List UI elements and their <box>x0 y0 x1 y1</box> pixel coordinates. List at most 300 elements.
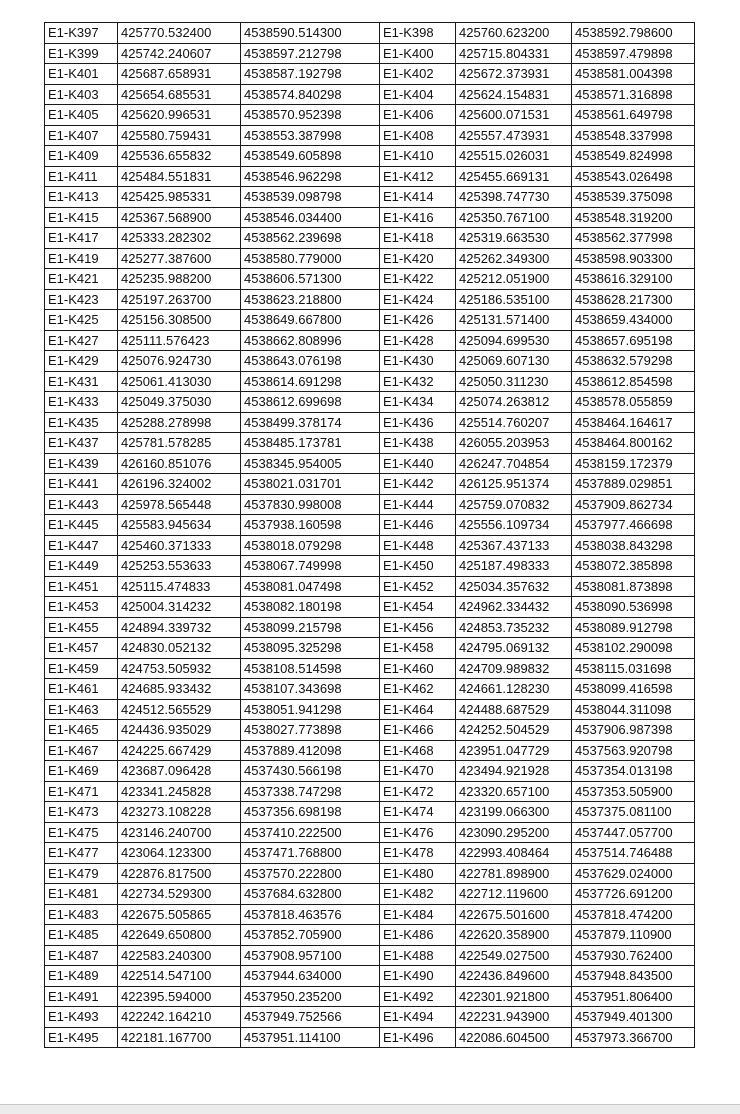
northing-cell: 4537950.235200 <box>241 986 380 1007</box>
point-id-cell: E1-K468 <box>380 740 456 761</box>
point-id-cell: E1-K437 <box>45 433 118 454</box>
northing-cell: 4538115.031698 <box>572 658 695 679</box>
table-row <box>45 863 695 884</box>
point-id-cell: E1-K433 <box>45 392 118 413</box>
point-id-cell: E1-K397 <box>45 23 118 44</box>
easting-cell: 426125.951374 <box>456 474 572 495</box>
easting-cell: 424830.052132 <box>118 638 241 659</box>
easting-cell: 425620.996531 <box>118 105 241 126</box>
point-id-cell: E1-K458 <box>380 638 456 659</box>
easting-cell: 425094.699530 <box>456 330 572 351</box>
point-id-cell: E1-K404 <box>380 84 456 105</box>
table-row <box>45 802 695 823</box>
easting-cell: 425624.154831 <box>456 84 572 105</box>
northing-cell: 4538562.377998 <box>572 228 695 249</box>
easting-cell: 425111.576423 <box>118 330 241 351</box>
point-id-cell: E1-K423 <box>45 289 118 310</box>
easting-cell: 422675.501600 <box>456 904 572 925</box>
northing-cell: 4538099.416598 <box>572 679 695 700</box>
point-id-cell: E1-K472 <box>380 781 456 802</box>
point-id-cell: E1-K490 <box>380 966 456 987</box>
point-id-cell: E1-K467 <box>45 740 118 761</box>
table-row <box>45 843 695 864</box>
coordinate-table <box>44 22 695 1048</box>
point-id-cell: E1-K439 <box>45 453 118 474</box>
northing-cell: 4537949.401300 <box>572 1007 695 1028</box>
point-id-cell: E1-K485 <box>45 925 118 946</box>
easting-cell: 422086.604500 <box>456 1027 572 1048</box>
northing-cell: 4538464.800162 <box>572 433 695 454</box>
easting-cell: 424436.935029 <box>118 720 241 741</box>
northing-cell: 4538090.536998 <box>572 597 695 618</box>
northing-cell: 4537430.566198 <box>241 761 380 782</box>
point-id-cell: E1-K417 <box>45 228 118 249</box>
northing-cell: 4538102.290098 <box>572 638 695 659</box>
northing-cell: 4537570.222800 <box>241 863 380 884</box>
point-id-cell: E1-K462 <box>380 679 456 700</box>
easting-cell: 425557.473931 <box>456 125 572 146</box>
table-row <box>45 556 695 577</box>
table-row <box>45 720 695 741</box>
easting-cell: 425536.655832 <box>118 146 241 167</box>
point-id-cell: E1-K441 <box>45 474 118 495</box>
northing-cell: 4538659.434000 <box>572 310 695 331</box>
easting-cell: 424512.565529 <box>118 699 241 720</box>
easting-cell: 425034.357632 <box>456 576 572 597</box>
northing-cell: 4537629.024000 <box>572 863 695 884</box>
easting-cell: 425069.607130 <box>456 351 572 372</box>
northing-cell: 4538345.954005 <box>241 453 380 474</box>
table-row <box>45 822 695 843</box>
table-row <box>45 966 695 987</box>
northing-cell: 4538571.316898 <box>572 84 695 105</box>
northing-cell: 4538632.579298 <box>572 351 695 372</box>
point-id-cell: E1-K429 <box>45 351 118 372</box>
point-id-cell: E1-K418 <box>380 228 456 249</box>
point-id-cell: E1-K444 <box>380 494 456 515</box>
northing-cell: 4538543.026498 <box>572 166 695 187</box>
point-id-cell: E1-K488 <box>380 945 456 966</box>
easting-cell: 425742.240607 <box>118 43 241 64</box>
point-id-cell: E1-K419 <box>45 248 118 269</box>
northing-cell: 4538548.319200 <box>572 207 695 228</box>
northing-cell: 4538159.172379 <box>572 453 695 474</box>
easting-cell: 425004.314232 <box>118 597 241 618</box>
point-id-cell: E1-K478 <box>380 843 456 864</box>
point-id-cell: E1-K495 <box>45 1027 118 1048</box>
point-id-cell: E1-K403 <box>45 84 118 105</box>
point-id-cell: E1-K409 <box>45 146 118 167</box>
northing-cell: 4537375.081100 <box>572 802 695 823</box>
northing-cell: 4538590.514300 <box>241 23 380 44</box>
table-row <box>45 1027 695 1048</box>
table-row <box>45 64 695 85</box>
table-row <box>45 1007 695 1028</box>
easting-cell: 425212.051900 <box>456 269 572 290</box>
easting-cell: 425759.070832 <box>456 494 572 515</box>
easting-cell: 422514.547100 <box>118 966 241 987</box>
easting-cell: 422181.167700 <box>118 1027 241 1048</box>
easting-cell: 425333.282302 <box>118 228 241 249</box>
easting-cell: 422301.921800 <box>456 986 572 1007</box>
point-id-cell: E1-K491 <box>45 986 118 1007</box>
easting-cell: 425715.804331 <box>456 43 572 64</box>
northing-cell: 4538587.192798 <box>241 64 380 85</box>
northing-cell: 4538649.667800 <box>241 310 380 331</box>
point-id-cell: E1-K416 <box>380 207 456 228</box>
easting-cell: 425319.663530 <box>456 228 572 249</box>
point-id-cell: E1-K440 <box>380 453 456 474</box>
northing-cell: 4538628.217300 <box>572 289 695 310</box>
northing-cell: 4538623.218800 <box>241 289 380 310</box>
table-row <box>45 925 695 946</box>
point-id-cell: E1-K398 <box>380 23 456 44</box>
easting-cell: 423320.657100 <box>456 781 572 802</box>
easting-cell: 426196.324002 <box>118 474 241 495</box>
point-id-cell: E1-K432 <box>380 371 456 392</box>
easting-cell: 425131.571400 <box>456 310 572 331</box>
northing-cell: 4538018.079298 <box>241 535 380 556</box>
point-id-cell: E1-K400 <box>380 43 456 64</box>
point-id-cell: E1-K469 <box>45 761 118 782</box>
point-id-cell: E1-K481 <box>45 884 118 905</box>
table-row <box>45 515 695 536</box>
northing-cell: 4538562.239698 <box>241 228 380 249</box>
easting-cell: 422712.119600 <box>456 884 572 905</box>
northing-cell: 4537908.957100 <box>241 945 380 966</box>
northing-cell: 4538612.699698 <box>241 392 380 413</box>
table-row <box>45 228 695 249</box>
point-id-cell: E1-K420 <box>380 248 456 269</box>
northing-cell: 4538067.749998 <box>241 556 380 577</box>
northing-cell: 4538570.952398 <box>241 105 380 126</box>
northing-cell: 4538597.212798 <box>241 43 380 64</box>
easting-cell: 424709.989832 <box>456 658 572 679</box>
northing-cell: 4537356.698198 <box>241 802 380 823</box>
point-id-cell: E1-K427 <box>45 330 118 351</box>
northing-cell: 4538499.378174 <box>241 412 380 433</box>
northing-cell: 4538662.808996 <box>241 330 380 351</box>
point-id-cell: E1-K445 <box>45 515 118 536</box>
point-id-cell: E1-K405 <box>45 105 118 126</box>
table-row <box>45 453 695 474</box>
table-row <box>45 699 695 720</box>
table-row <box>45 371 695 392</box>
easting-cell: 425186.535100 <box>456 289 572 310</box>
northing-cell: 4538546.034400 <box>241 207 380 228</box>
point-id-cell: E1-K443 <box>45 494 118 515</box>
point-id-cell: E1-K408 <box>380 125 456 146</box>
point-id-cell: E1-K449 <box>45 556 118 577</box>
point-id-cell: E1-K470 <box>380 761 456 782</box>
easting-cell: 423494.921928 <box>456 761 572 782</box>
easting-cell: 424795.069132 <box>456 638 572 659</box>
easting-cell: 425514.760207 <box>456 412 572 433</box>
table-row <box>45 740 695 761</box>
easting-cell: 425484.551831 <box>118 166 241 187</box>
easting-cell: 422583.240300 <box>118 945 241 966</box>
table-row <box>45 146 695 167</box>
easting-cell: 422675.505865 <box>118 904 241 925</box>
table-row <box>45 658 695 679</box>
northing-cell: 4537944.634000 <box>241 966 380 987</box>
easting-cell: 425781.578285 <box>118 433 241 454</box>
point-id-cell: E1-K459 <box>45 658 118 679</box>
table-row <box>45 23 695 44</box>
northing-cell: 4538553.387998 <box>241 125 380 146</box>
point-id-cell: E1-K448 <box>380 535 456 556</box>
easting-cell: 422242.164210 <box>118 1007 241 1028</box>
easting-cell: 424753.505932 <box>118 658 241 679</box>
point-id-cell: E1-K456 <box>380 617 456 638</box>
point-id-cell: E1-K446 <box>380 515 456 536</box>
northing-cell: 4537338.747298 <box>241 781 380 802</box>
northing-cell: 4537938.160598 <box>241 515 380 536</box>
easting-cell: 425235.988200 <box>118 269 241 290</box>
northing-cell: 4538099.215798 <box>241 617 380 638</box>
northing-cell: 4537684.632800 <box>241 884 380 905</box>
northing-cell: 4538021.031701 <box>241 474 380 495</box>
northing-cell: 4538072.385898 <box>572 556 695 577</box>
point-id-cell: E1-K454 <box>380 597 456 618</box>
easting-cell: 424225.667429 <box>118 740 241 761</box>
point-id-cell: E1-K399 <box>45 43 118 64</box>
northing-cell: 4537951.806400 <box>572 986 695 1007</box>
point-id-cell: E1-K442 <box>380 474 456 495</box>
northing-cell: 4538485.173781 <box>241 433 380 454</box>
point-id-cell: E1-K466 <box>380 720 456 741</box>
easting-cell: 425262.349300 <box>456 248 572 269</box>
point-id-cell: E1-K414 <box>380 187 456 208</box>
northing-cell: 4537726.691200 <box>572 884 695 905</box>
table-row <box>45 781 695 802</box>
easting-cell: 422993.408464 <box>456 843 572 864</box>
easting-cell: 423273.108228 <box>118 802 241 823</box>
northing-cell: 4537563.920798 <box>572 740 695 761</box>
table-row <box>45 986 695 1007</box>
table-row <box>45 945 695 966</box>
point-id-cell: E1-K465 <box>45 720 118 741</box>
northing-cell: 4537949.752566 <box>241 1007 380 1028</box>
easting-cell: 422649.650800 <box>118 925 241 946</box>
table-row <box>45 166 695 187</box>
easting-cell: 425687.658931 <box>118 64 241 85</box>
point-id-cell: E1-K406 <box>380 105 456 126</box>
easting-cell: 425288.278998 <box>118 412 241 433</box>
northing-cell: 4538539.098798 <box>241 187 380 208</box>
easting-cell: 422620.358900 <box>456 925 572 946</box>
northing-cell: 4537889.412098 <box>241 740 380 761</box>
northing-cell: 4538574.840298 <box>241 84 380 105</box>
northing-cell: 4537818.463576 <box>241 904 380 925</box>
point-id-cell: E1-K415 <box>45 207 118 228</box>
table-row <box>45 761 695 782</box>
northing-cell: 4537879.110900 <box>572 925 695 946</box>
easting-cell: 426247.704854 <box>456 453 572 474</box>
easting-cell: 426160.851076 <box>118 453 241 474</box>
easting-cell: 425978.565448 <box>118 494 241 515</box>
easting-cell: 425760.623200 <box>456 23 572 44</box>
point-id-cell: E1-K489 <box>45 966 118 987</box>
table-row <box>45 125 695 146</box>
table-row <box>45 269 695 290</box>
northing-cell: 4537951.114100 <box>241 1027 380 1048</box>
northing-cell: 4537514.746488 <box>572 843 695 864</box>
table-row <box>45 289 695 310</box>
northing-cell: 4538598.903300 <box>572 248 695 269</box>
point-id-cell: E1-K464 <box>380 699 456 720</box>
northing-cell: 4537818.474200 <box>572 904 695 925</box>
point-id-cell: E1-K477 <box>45 843 118 864</box>
point-id-cell: E1-K450 <box>380 556 456 577</box>
easting-cell: 425367.437133 <box>456 535 572 556</box>
easting-cell: 425049.375030 <box>118 392 241 413</box>
easting-cell: 425074.263812 <box>456 392 572 413</box>
table-row <box>45 310 695 331</box>
table-row <box>45 330 695 351</box>
northing-cell: 4537353.505900 <box>572 781 695 802</box>
easting-cell: 425115.474833 <box>118 576 241 597</box>
point-id-cell: E1-K413 <box>45 187 118 208</box>
northing-cell: 4537977.466698 <box>572 515 695 536</box>
table-row <box>45 187 695 208</box>
easting-cell: 423341.245828 <box>118 781 241 802</box>
point-id-cell: E1-K479 <box>45 863 118 884</box>
table-row <box>45 412 695 433</box>
northing-cell: 4538580.779000 <box>241 248 380 269</box>
easting-cell: 422734.529300 <box>118 884 241 905</box>
table-row <box>45 679 695 700</box>
northing-cell: 4537948.843500 <box>572 966 695 987</box>
table-row <box>45 474 695 495</box>
easting-cell: 425580.759431 <box>118 125 241 146</box>
point-id-cell: E1-K426 <box>380 310 456 331</box>
northing-cell: 4538089.912798 <box>572 617 695 638</box>
easting-cell: 423064.123300 <box>118 843 241 864</box>
easting-cell: 426055.203953 <box>456 433 572 454</box>
northing-cell: 4537354.013198 <box>572 761 695 782</box>
northing-cell: 4538051.941298 <box>241 699 380 720</box>
northing-cell: 4538657.695198 <box>572 330 695 351</box>
table-row <box>45 43 695 64</box>
point-id-cell: E1-K486 <box>380 925 456 946</box>
northing-cell: 4537447.057700 <box>572 822 695 843</box>
northing-cell: 4538027.773898 <box>241 720 380 741</box>
northing-cell: 4538578.055859 <box>572 392 695 413</box>
point-id-cell: E1-K492 <box>380 986 456 1007</box>
point-id-cell: E1-K424 <box>380 289 456 310</box>
point-id-cell: E1-K411 <box>45 166 118 187</box>
easting-cell: 424252.504529 <box>456 720 572 741</box>
point-id-cell: E1-K484 <box>380 904 456 925</box>
easting-cell: 424853.735232 <box>456 617 572 638</box>
easting-cell: 425050.311230 <box>456 371 572 392</box>
table-row <box>45 904 695 925</box>
point-id-cell: E1-K407 <box>45 125 118 146</box>
point-id-cell: E1-K410 <box>380 146 456 167</box>
point-id-cell: E1-K438 <box>380 433 456 454</box>
northing-cell: 4538561.649798 <box>572 105 695 126</box>
easting-cell: 422549.027500 <box>456 945 572 966</box>
easting-cell: 424685.933432 <box>118 679 241 700</box>
point-id-cell: E1-K496 <box>380 1027 456 1048</box>
table-row <box>45 84 695 105</box>
point-id-cell: E1-K452 <box>380 576 456 597</box>
northing-cell: 4538108.514598 <box>241 658 380 679</box>
northing-cell: 4538592.798600 <box>572 23 695 44</box>
easting-cell: 425398.747730 <box>456 187 572 208</box>
point-id-cell: E1-K475 <box>45 822 118 843</box>
easting-cell: 422876.817500 <box>118 863 241 884</box>
northing-cell: 4537852.705900 <box>241 925 380 946</box>
easting-cell: 425061.413030 <box>118 371 241 392</box>
easting-cell: 425425.985331 <box>118 187 241 208</box>
point-id-cell: E1-K461 <box>45 679 118 700</box>
table-row <box>45 617 695 638</box>
table-row <box>45 884 695 905</box>
table-row <box>45 494 695 515</box>
easting-cell: 424661.128230 <box>456 679 572 700</box>
table-row <box>45 433 695 454</box>
northing-cell: 4538081.873898 <box>572 576 695 597</box>
easting-cell: 422781.898900 <box>456 863 572 884</box>
table-row <box>45 535 695 556</box>
point-id-cell: E1-K463 <box>45 699 118 720</box>
table-row <box>45 351 695 372</box>
northing-cell: 4538549.824998 <box>572 146 695 167</box>
coordinate-table-body <box>45 23 695 1048</box>
point-id-cell: E1-K453 <box>45 597 118 618</box>
point-id-cell: E1-K487 <box>45 945 118 966</box>
easting-cell: 424488.687529 <box>456 699 572 720</box>
point-id-cell: E1-K431 <box>45 371 118 392</box>
northing-cell: 4538546.962298 <box>241 166 380 187</box>
easting-cell: 425253.553633 <box>118 556 241 577</box>
table-row <box>45 248 695 269</box>
easting-cell: 424894.339732 <box>118 617 241 638</box>
easting-cell: 422436.849600 <box>456 966 572 987</box>
point-id-cell: E1-K421 <box>45 269 118 290</box>
table-row <box>45 105 695 126</box>
northing-cell: 4538539.375098 <box>572 187 695 208</box>
easting-cell: 425460.371333 <box>118 535 241 556</box>
point-id-cell: E1-K483 <box>45 904 118 925</box>
northing-cell: 4538082.180198 <box>241 597 380 618</box>
easting-cell: 425277.387600 <box>118 248 241 269</box>
point-id-cell: E1-K480 <box>380 863 456 884</box>
easting-cell: 423090.295200 <box>456 822 572 843</box>
northing-cell: 4538614.691298 <box>241 371 380 392</box>
point-id-cell: E1-K476 <box>380 822 456 843</box>
table-row <box>45 576 695 597</box>
point-id-cell: E1-K474 <box>380 802 456 823</box>
easting-cell: 425672.373931 <box>456 64 572 85</box>
northing-cell: 4538581.004398 <box>572 64 695 85</box>
point-id-cell: E1-K422 <box>380 269 456 290</box>
point-id-cell: E1-K402 <box>380 64 456 85</box>
easting-cell: 425350.767100 <box>456 207 572 228</box>
point-id-cell: E1-K430 <box>380 351 456 372</box>
point-id-cell: E1-K447 <box>45 535 118 556</box>
northing-cell: 4538549.605898 <box>241 146 380 167</box>
northing-cell: 4538606.571300 <box>241 269 380 290</box>
northing-cell: 4538597.479898 <box>572 43 695 64</box>
northing-cell: 4538038.843298 <box>572 535 695 556</box>
easting-cell: 425197.263700 <box>118 289 241 310</box>
easting-cell: 425770.532400 <box>118 23 241 44</box>
easting-cell: 423199.066300 <box>456 802 572 823</box>
easting-cell: 425367.568900 <box>118 207 241 228</box>
